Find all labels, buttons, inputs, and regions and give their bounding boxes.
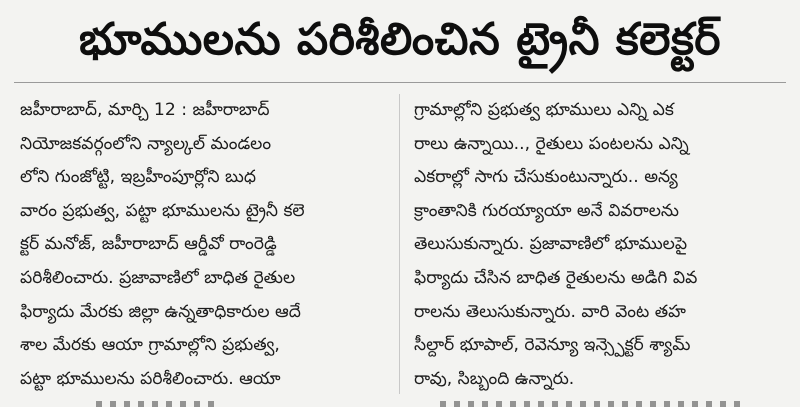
body-line: లోని గుంజోట్టి, ఇబ్రహీంపూర్లోని బుధ [20, 167, 256, 188]
body-line: సీల్దార్ భూపాల్, రెవెన్యూ ఇన్స్పెక్టర్ శ్యామ్ [414, 335, 691, 356]
body-line: తెలుసుకున్నారు. ప్రజావాణిలో భూములపై [414, 234, 688, 255]
body-line: క్రాంతానికి గురయ్యాయా అనే వివరాలను [414, 200, 679, 221]
body-line: ఫిర్యాదు చేసిన బాధిత రైతులను అడిగి వివ [414, 267, 698, 288]
cropped-text-fragment [96, 401, 216, 407]
body-line: ఎకరాల్లో సాగు చేసుకుంటున్నారు.. అన్య [414, 167, 678, 188]
body-line: రాలను తెలుసుకున్నారు. వారి వెంట తహ [414, 301, 686, 322]
column-divider [399, 94, 400, 394]
right-column [414, 94, 790, 396]
article-headline: భూములను పరిశీలించిన ట్రైనీ కలెక్టర్ [78, 14, 722, 65]
body-line: రాలు ఉన్నాయి.., రైతులు పంటలను ఎన్ని [414, 133, 689, 154]
body-line: రావు, సిబ్బంది ఉన్నారు. [414, 368, 575, 389]
body-line: నియోజకవర్గంలోని న్యాల్కల్ మండలం [20, 133, 272, 154]
left-column [20, 94, 390, 396]
body-line: పరిశీలించారు. ప్రజావాణిలో బాధిత రైతుల [20, 267, 296, 288]
body-line: ఫిర్యాదు మేరకు జిల్లా ఉన్నతాధికారుల ఆదే [20, 301, 301, 322]
body-line: క్టర్ మనోజ్, జహీరాబాద్ ఆర్డీవో రాంరెడ్డి [20, 234, 277, 255]
body-line: గ్రామాల్లోని ప్రభుత్వ భూములు ఎన్ని ఎక [414, 100, 674, 120]
body-line: శాల మేరకు ఆయా గ్రామాల్లోని ప్రభుత్వ, [20, 335, 280, 356]
body-line: జహీరాబాద్, మార్చి 12 : జహీరాబాద్ [20, 100, 270, 120]
body-line: పట్టా భూములను పరిశీలించారు. ఆయా [20, 368, 281, 389]
body-line: వారం ప్రభుత్వ, పట్టా భూములను ట్రైనీ కలె [20, 200, 305, 221]
headline-rule [14, 82, 786, 83]
cropped-text-fragment [440, 401, 740, 407]
